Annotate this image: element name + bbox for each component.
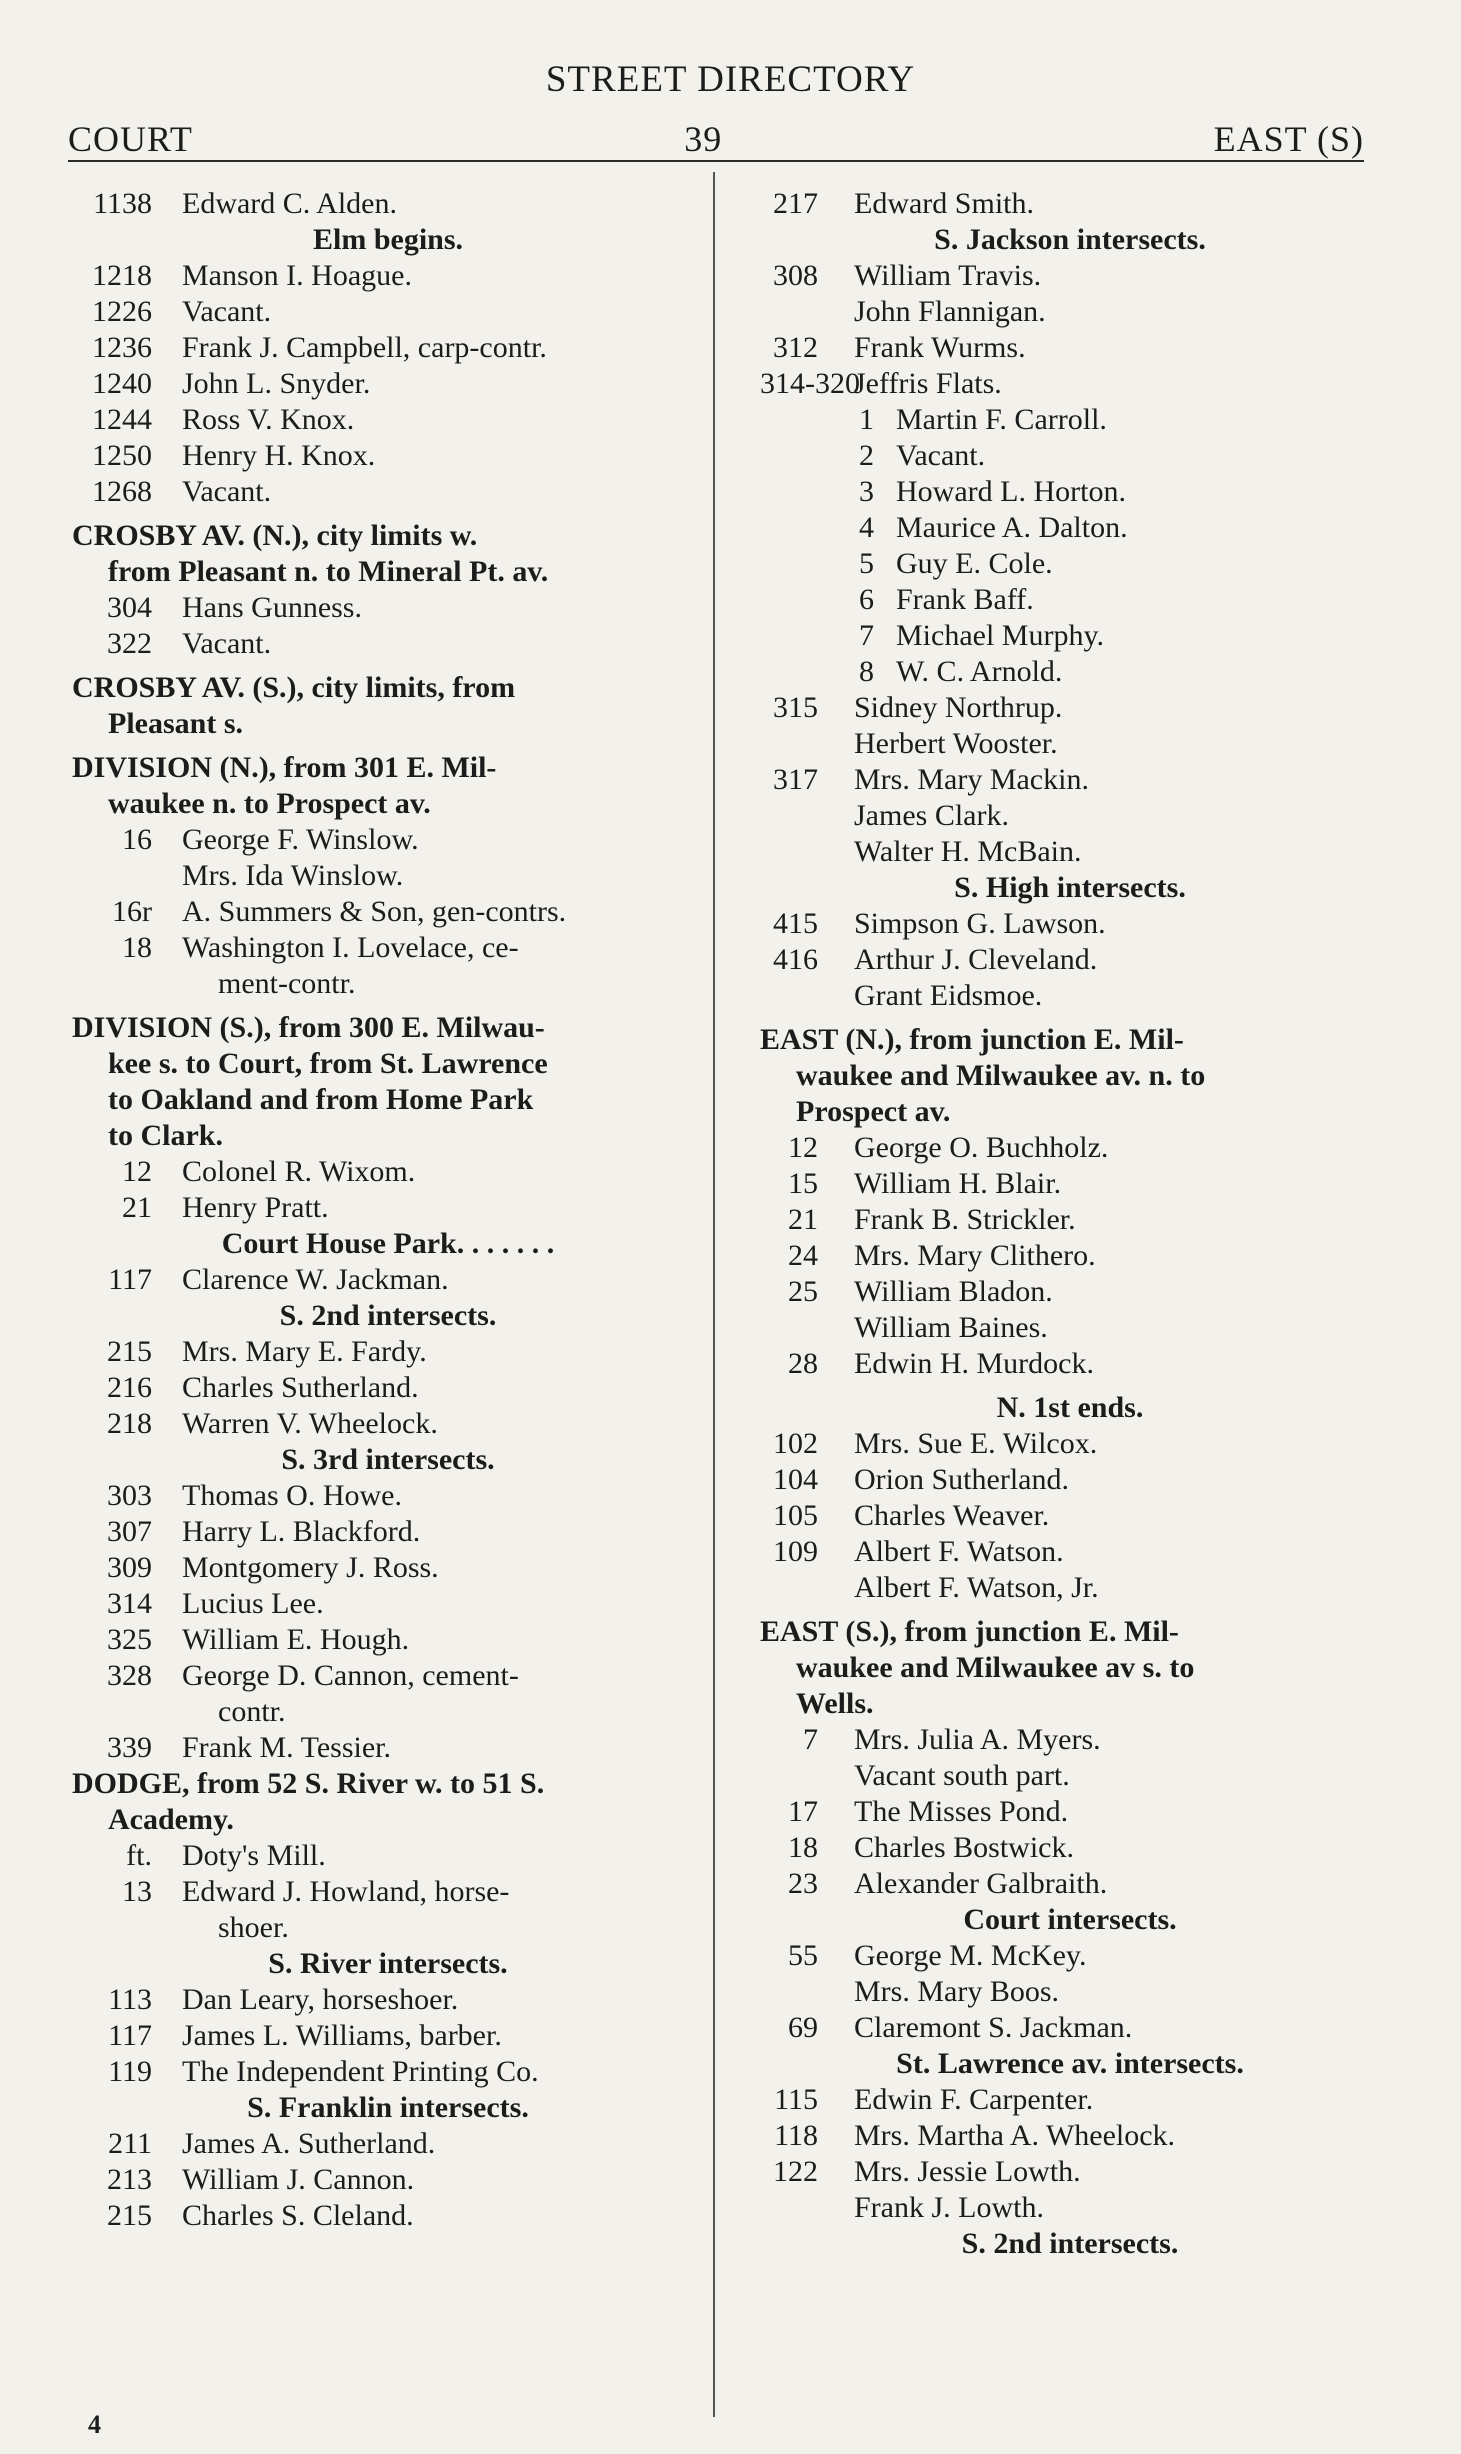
occupant-name: Manson I. Hoague.: [182, 259, 412, 292]
house-number: 109: [773, 1535, 818, 1568]
occupant-name: Henry Pratt.: [182, 1191, 329, 1224]
house-number: 322: [107, 627, 152, 660]
directory-entry: [760, 1830, 1380, 1866]
directory-entry: [72, 1190, 704, 1226]
directory-entry: [760, 942, 1380, 978]
directory-entry: [760, 1722, 1380, 1758]
house-number: 216: [107, 1371, 152, 1404]
occupant-name: Grant Eidsmoe.: [854, 979, 1043, 1012]
intersection-note: S. 2nd intersects.: [961, 2227, 1179, 2260]
directory-entry: [760, 1498, 1380, 1534]
occupant-name: Mrs. Ida Winslow.: [182, 859, 404, 892]
directory-entry: [72, 1910, 704, 1946]
occupant-name: Edwin H. Murdock.: [854, 1347, 1094, 1380]
street-heading: EAST (N.), from junction E. Mil-: [760, 1023, 1184, 1056]
occupant-name: shoer.: [218, 1911, 289, 1944]
directory-entry: [760, 690, 1380, 726]
directory-entry: [72, 2162, 704, 2198]
occupant-name: Frank M. Tessier.: [182, 1731, 392, 1764]
house-number: 122: [773, 2155, 818, 2188]
directory-entry: [72, 2018, 704, 2054]
house-number: 339: [107, 1731, 152, 1764]
occupant-name: Charles Weaver.: [854, 1499, 1050, 1532]
street-heading: waukee n. to Prospect av.: [108, 787, 431, 820]
occupant-name: Clarence W. Jackman.: [182, 1263, 449, 1296]
house-number: 4: [859, 511, 874, 544]
intersection-note: S. 3rd intersects.: [281, 1443, 495, 1476]
running-header: [68, 118, 1364, 160]
occupant-name: Mrs. Julia A. Myers.: [854, 1723, 1101, 1756]
directory-entry: [760, 366, 1380, 402]
directory-entry: [760, 654, 1380, 690]
occupant-name: W. C. Arnold.: [896, 655, 1063, 688]
street-heading: to Oakland and from Home Park: [108, 1083, 534, 1116]
occupant-name: Vacant south part.: [854, 1759, 1070, 1792]
directory-entry: [72, 930, 704, 966]
occupant-name: Charles Sutherland.: [182, 1371, 419, 1404]
house-number: 1226: [92, 295, 152, 328]
occupant-name: Vacant.: [896, 439, 986, 472]
directory-entry: [760, 1346, 1380, 1382]
directory-entry: [72, 1550, 704, 1586]
occupant-name: James Clark.: [854, 799, 1009, 832]
directory-entry: [760, 2118, 1380, 2154]
occupant-name: George F. Winslow.: [182, 823, 419, 856]
occupant-name: Frank J. Campbell, carp-contr.: [182, 331, 547, 364]
directory-entry: [760, 834, 1380, 870]
occupant-name: John Flannigan.: [854, 295, 1046, 328]
occupant-name: William Baines.: [854, 1311, 1048, 1344]
occupant-name: The Misses Pond.: [854, 1795, 1069, 1828]
intersection-note: Court intersects.: [963, 1903, 1177, 1936]
occupant-name: Frank Wurms.: [854, 331, 1026, 364]
house-number: 16: [122, 823, 152, 856]
left-column: [72, 186, 704, 2234]
house-number: 5: [859, 547, 874, 580]
occupant-name: William Travis.: [854, 259, 1042, 292]
directory-entry: [72, 1838, 704, 1874]
house-number: 104: [773, 1463, 818, 1496]
directory-entry: [760, 1866, 1380, 1902]
directory-entry: [760, 1274, 1380, 1310]
directory-entry: [760, 1238, 1380, 1274]
occupant-name: George O. Buchholz.: [854, 1131, 1109, 1164]
directory-entry: [760, 258, 1380, 294]
house-number: 102: [773, 1427, 818, 1460]
street-heading: Wells.: [796, 1687, 874, 1720]
occupant-name: Mrs. Sue E. Wilcox.: [854, 1427, 1098, 1460]
directory-entry: [72, 590, 704, 626]
occupant-name: Harry L. Blackford.: [182, 1515, 421, 1548]
occupant-name: Orion Sutherland.: [854, 1463, 1069, 1496]
house-number: 15: [788, 1167, 818, 1200]
house-number: 24: [788, 1239, 818, 1272]
directory-entry: [760, 186, 1380, 222]
house-number: 115: [774, 2083, 818, 2116]
occupant-name: William H. Blair.: [854, 1167, 1062, 1200]
directory-entry: [72, 1694, 704, 1730]
house-number: 213: [107, 2163, 152, 2196]
occupant-name: Edward Smith.: [854, 187, 1034, 220]
column-divider: [713, 172, 715, 2417]
occupant-name: A. Summers & Son, gen-contrs.: [182, 895, 567, 928]
directory-entry: [72, 474, 704, 510]
house-number: 113: [108, 1983, 152, 2016]
intersection-note: N. 1st ends.: [996, 1391, 1144, 1424]
occupant-name: Simpson G. Lawson.: [854, 907, 1106, 940]
street-heading: kee s. to Court, from St. Lawrence: [108, 1047, 548, 1080]
street-heading: DODGE, from 52 S. River w. to 51 S.: [72, 1767, 545, 1800]
directory-entry: [760, 1462, 1380, 1498]
occupant-name: contr.: [218, 1695, 286, 1728]
house-number: 215: [107, 1335, 152, 1368]
house-number: 21: [788, 1203, 818, 1236]
occupant-name: Claremont S. Jackman.: [854, 2011, 1133, 2044]
house-number: 118: [774, 2119, 818, 2152]
house-number: 308: [773, 259, 818, 292]
occupant-name: Warren V. Wheelock.: [182, 1407, 438, 1440]
street-heading: EAST (S.), from junction E. Mil-: [760, 1615, 1179, 1648]
directory-entry: [72, 822, 704, 858]
directory-entry: [760, 510, 1380, 546]
house-number: 218: [107, 1407, 152, 1440]
house-number: 328: [107, 1659, 152, 1692]
directory-entry: [72, 1334, 704, 1370]
house-number: 312: [773, 331, 818, 364]
occupant-name: George D. Cannon, cement-: [182, 1659, 519, 1692]
occupant-name: Mrs. Martha A. Wheelock.: [854, 2119, 1176, 2152]
directory-entry: [760, 906, 1380, 942]
occupant-name: George M. McKey.: [854, 1939, 1087, 1972]
house-number: 7: [803, 1723, 818, 1756]
directory-entry: [72, 858, 704, 894]
page-title: STREET DIRECTORY: [545, 59, 916, 100]
directory-entry: [72, 1406, 704, 1442]
directory-entry: [72, 1514, 704, 1550]
occupant-name: Ross V. Knox.: [182, 403, 355, 436]
intersection-note: S. Franklin intersects.: [247, 2091, 529, 2124]
house-number: 119: [108, 2055, 152, 2088]
occupant-name: William J. Cannon.: [182, 2163, 415, 2196]
directory-entry: [72, 966, 704, 1002]
occupant-name: Howard L. Horton.: [896, 475, 1126, 508]
directory-entry: [72, 438, 704, 474]
house-number: 16r: [112, 895, 152, 928]
street-heading: waukee and Milwaukee av. n. to: [796, 1059, 1206, 1092]
footer-mark: 4: [88, 2410, 101, 2439]
occupant-name: William Bladon.: [854, 1275, 1053, 1308]
occupant-name: Vacant.: [182, 627, 272, 660]
occupant-name: ment-contr.: [218, 967, 356, 1000]
house-number: 1250: [92, 439, 152, 472]
directory-entry: [72, 294, 704, 330]
intersection-note: Elm begins.: [312, 223, 464, 256]
directory-entry: [72, 2198, 704, 2234]
occupant-name: Michael Murphy.: [896, 619, 1105, 652]
house-number: 1268: [92, 475, 152, 508]
directory-entry: [760, 762, 1380, 798]
street-heading: DIVISION (N.), from 301 E. Mil-: [72, 751, 497, 784]
occupant-name: Washington I. Lovelace, ce-: [182, 931, 519, 964]
occupant-name: Mrs. Mary Mackin.: [854, 763, 1089, 796]
directory-entry: [72, 1658, 704, 1694]
occupant-name: Herbert Wooster.: [854, 727, 1058, 760]
house-number: 18: [788, 1831, 818, 1864]
house-number: 1244: [92, 403, 152, 436]
occupant-name: John L. Snyder.: [182, 367, 371, 400]
house-number: 1218: [92, 259, 152, 292]
occupant-name: Henry H. Knox.: [182, 439, 376, 472]
directory-entry: [760, 1974, 1380, 2010]
house-number: 55: [788, 1939, 818, 1972]
directory-entry: [760, 582, 1380, 618]
house-number: 416: [773, 943, 818, 976]
occupant-name: Edward C. Alden.: [182, 187, 397, 220]
house-number: 304: [107, 591, 152, 624]
occupant-name: Alexander Galbraith.: [854, 1867, 1108, 1900]
directory-entry: [760, 1426, 1380, 1462]
occupant-name: Dan Leary, horseshoer.: [182, 1983, 459, 2016]
house-number: 12: [788, 1131, 818, 1164]
occupant-name: Jeffris Flats.: [854, 367, 1002, 400]
occupant-name: Albert F. Watson, Jr.: [854, 1571, 1099, 1604]
house-number: 1236: [92, 331, 152, 364]
house-number: 7: [859, 619, 874, 652]
header-right-street: EAST (S): [1213, 119, 1364, 159]
occupant-name: Frank B. Strickler.: [854, 1203, 1076, 1236]
directory-entry: [72, 402, 704, 438]
house-number: 315: [773, 691, 818, 724]
occupant-name: Lucius Lee.: [182, 1587, 324, 1620]
directory-entry: [760, 330, 1380, 366]
directory-entry: [760, 2082, 1380, 2118]
header-left-street: COURT: [68, 119, 193, 159]
house-number: 23: [788, 1867, 818, 1900]
directory-entry: [760, 2154, 1380, 2190]
house-number: 314-320: [760, 367, 860, 400]
directory-entry: [760, 1794, 1380, 1830]
house-number: 307: [107, 1515, 152, 1548]
directory-entry: [72, 1622, 704, 1658]
directory-entry: [72, 1370, 704, 1406]
street-heading: from Pleasant n. to Mineral Pt. av.: [108, 555, 549, 588]
street-heading: Academy.: [108, 1803, 234, 1836]
occupant-name: Mrs. Mary E. Fardy.: [182, 1335, 427, 1368]
occupant-name: Albert F. Watson.: [854, 1535, 1064, 1568]
intersection-note: S. Jackson intersects.: [934, 223, 1206, 256]
directory-entry: [760, 1938, 1380, 1974]
occupant-name: Mrs. Mary Clithero.: [854, 1239, 1096, 1272]
occupant-name: Edwin F. Carpenter.: [854, 2083, 1094, 2116]
occupant-name: James A. Sutherland.: [182, 2127, 436, 2160]
occupant-name: Doty's Mill.: [182, 1839, 326, 1872]
occupant-name: Mrs. Mary Boos.: [854, 1975, 1060, 2008]
occupant-name: Frank Baff.: [896, 583, 1034, 616]
house-number: 211: [108, 2127, 152, 2160]
house-number: 415: [773, 907, 818, 940]
house-number: 1240: [92, 367, 152, 400]
house-number: 117: [108, 1263, 152, 1296]
street-heading: CROSBY AV. (N.), city limits w.: [72, 519, 478, 552]
header-rule: [68, 160, 1364, 162]
directory-entry: [72, 1262, 704, 1298]
house-number: 6: [859, 583, 874, 616]
occupant-name: Mrs. Jessie Lowth.: [854, 2155, 1081, 2188]
directory-entry: [760, 1166, 1380, 1202]
occupant-name: The Independent Printing Co.: [182, 2055, 539, 2088]
house-number: 317: [773, 763, 818, 796]
street-heading: Pleasant s.: [108, 707, 243, 740]
directory-entry: [760, 1570, 1380, 1606]
street-heading: Prospect av.: [796, 1095, 951, 1128]
directory-entry: [760, 2190, 1380, 2226]
house-number: 17: [788, 1795, 818, 1828]
house-number: 12: [122, 1155, 152, 1188]
directory-entry: [760, 402, 1380, 438]
occupant-name: Edward J. Howland, horse-: [182, 1875, 510, 1908]
directory-entry: [72, 626, 704, 662]
directory-entry: [760, 438, 1380, 474]
house-number: 69: [788, 2011, 818, 2044]
occupant-name: Montgomery J. Ross.: [182, 1551, 439, 1584]
directory-entry: [760, 1310, 1380, 1346]
house-number: 3: [859, 475, 874, 508]
house-number: 117: [108, 2019, 152, 2052]
house-number: 217: [773, 187, 818, 220]
page-number: 39: [684, 119, 723, 159]
house-number: 13: [122, 1875, 152, 1908]
directory-entry: [72, 186, 704, 222]
directory-entry: [72, 1982, 704, 2018]
directory-entry: [72, 1874, 704, 1910]
directory-entry: [760, 1130, 1380, 1166]
house-number: 2: [859, 439, 874, 472]
street-heading: to Clark.: [108, 1119, 223, 1152]
house-number: 303: [107, 1479, 152, 1512]
occupant-name: William E. Hough.: [182, 1623, 410, 1656]
occupant-name: Vacant.: [182, 295, 272, 328]
house-number: 1138: [93, 187, 152, 220]
occupant-name: Arthur J. Cleveland.: [854, 943, 1098, 976]
house-number: ft.: [126, 1839, 152, 1872]
house-number: 309: [107, 1551, 152, 1584]
house-number: 314: [107, 1587, 152, 1620]
directory-entry: [760, 474, 1380, 510]
house-number: 325: [107, 1623, 152, 1656]
directory-entry: [72, 894, 704, 930]
directory-entry: [760, 2010, 1380, 2046]
street-heading: CROSBY AV. (S.), city limits, from: [72, 671, 516, 704]
directory-entry: [760, 1202, 1380, 1238]
house-number: 18: [122, 931, 152, 964]
directory-entry: [760, 1534, 1380, 1570]
directory-entry: [72, 1586, 704, 1622]
occupant-name: James L. Williams, barber.: [182, 2019, 502, 2052]
directory-entry: [760, 978, 1380, 1014]
intersection-note: S. 2nd intersects.: [279, 1299, 497, 1332]
right-column: [760, 186, 1380, 2262]
directory-entry: [760, 1758, 1380, 1794]
house-number: 21: [122, 1191, 152, 1224]
house-number: 25: [788, 1275, 818, 1308]
occupant-name: Colonel R. Wixom.: [182, 1155, 416, 1188]
house-number: 105: [773, 1499, 818, 1532]
house-number: 8: [859, 655, 874, 688]
directory-entry: [72, 258, 704, 294]
directory-entry: [760, 294, 1380, 330]
directory-entry: [72, 1730, 704, 1766]
occupant-name: Walter H. McBain.: [854, 835, 1082, 868]
occupant-name: Maurice A. Dalton.: [896, 511, 1128, 544]
directory-entry: [72, 2054, 704, 2090]
directory-entry: [760, 798, 1380, 834]
directory-entry: [760, 618, 1380, 654]
directory-entry: [72, 1478, 704, 1514]
directory-entry: [72, 366, 704, 402]
house-number: 28: [788, 1347, 818, 1380]
street-heading: waukee and Milwaukee av s. to: [796, 1651, 1195, 1684]
directory-entry: [72, 330, 704, 366]
intersection-note: Court House Park. . . . . . .: [221, 1227, 555, 1260]
occupant-name: Charles S. Cleland.: [182, 2199, 414, 2232]
house-number: 215: [107, 2199, 152, 2232]
directory-entry: [760, 726, 1380, 762]
occupant-name: Hans Gunness.: [182, 591, 362, 624]
street-heading: DIVISION (S.), from 300 E. Milwau-: [72, 1011, 545, 1044]
occupant-name: Guy E. Cole.: [896, 547, 1053, 580]
intersection-note: S. River intersects.: [268, 1947, 508, 1980]
directory-entry: [72, 2126, 704, 2162]
occupant-name: Frank J. Lowth.: [854, 2191, 1044, 2224]
occupant-name: Charles Bostwick.: [854, 1831, 1074, 1864]
directory-entry: [72, 1154, 704, 1190]
intersection-note: S. High intersects.: [954, 871, 1186, 904]
occupant-name: Thomas O. Howe.: [182, 1479, 402, 1512]
directory-entry: [760, 546, 1380, 582]
occupant-name: Sidney Northrup.: [854, 691, 1063, 724]
intersection-note: St. Lawrence av. intersects.: [896, 2047, 1244, 2080]
house-number: 1: [859, 403, 874, 436]
occupant-name: Vacant.: [182, 475, 272, 508]
occupant-name: Martin F. Carroll.: [896, 403, 1107, 436]
